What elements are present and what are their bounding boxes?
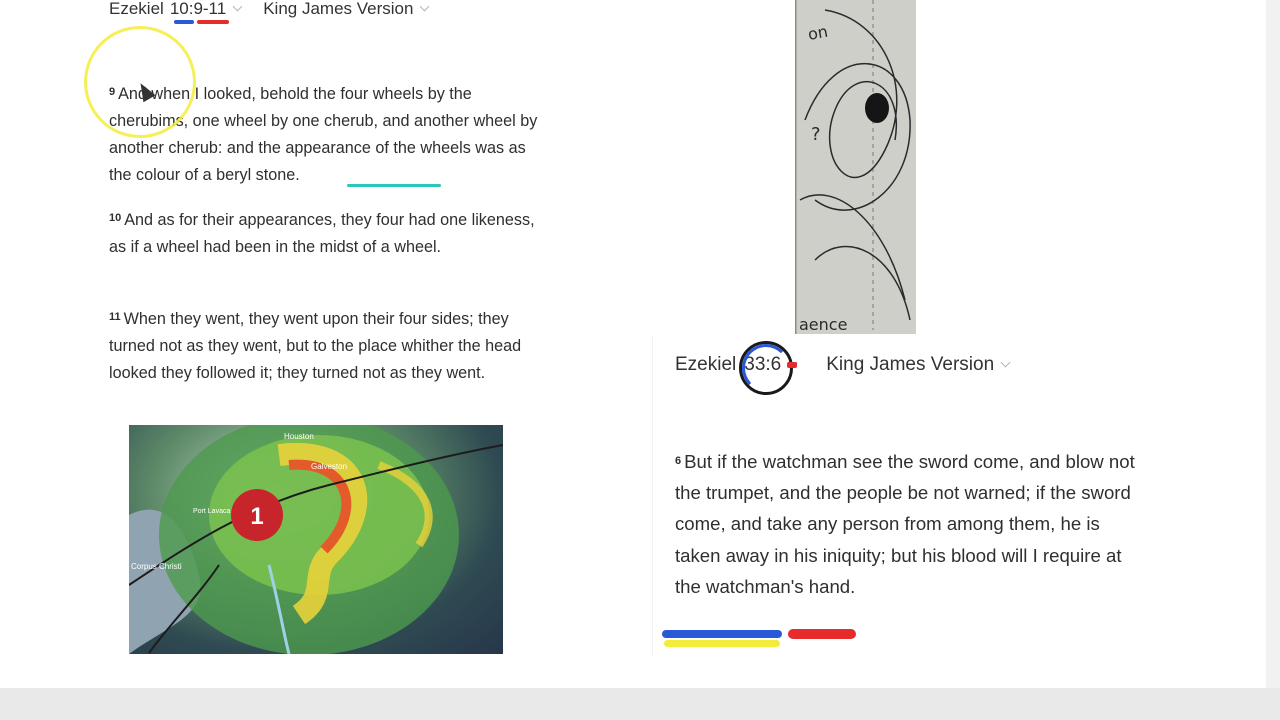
version-dropdown[interactable] bbox=[263, 0, 428, 19]
sketch-label: aence bbox=[799, 315, 848, 334]
reference-label: 10:9-11 bbox=[169, 0, 227, 18]
verse-number: 11 bbox=[109, 311, 121, 323]
map-label: Houston bbox=[284, 432, 314, 441]
underline-red bbox=[197, 20, 229, 24]
underline-red bbox=[788, 629, 856, 639]
verse-number: 10 bbox=[109, 212, 122, 224]
underline-teal bbox=[347, 184, 441, 187]
verse-11 bbox=[109, 304, 539, 387]
storm-category: 1 bbox=[250, 503, 264, 530]
book-name: Ezekiel bbox=[109, 0, 164, 18]
verse-number: 9 bbox=[109, 86, 116, 98]
verse-10 bbox=[109, 205, 539, 261]
passage-header bbox=[675, 354, 1009, 376]
verse-text: And as for their appearances, they four had one likeness, as if a wheel had been in the midst of a wheel. bbox=[109, 211, 535, 256]
verse-panel-ezekiel-33 bbox=[652, 336, 1153, 656]
verse-6 bbox=[675, 446, 1135, 602]
map-label: Galveston bbox=[311, 462, 348, 471]
verse-text: But if the watchman see the sword come, and blow not the trumpet, and the people be not warned; if the sword come, and take any person from among them, he is taken away in his iniquity; but his blood will I require at the watchman's hand. bbox=[675, 451, 1135, 597]
chevron-down-icon bbox=[420, 1, 430, 11]
clock-hand-icon bbox=[742, 344, 790, 392]
verse-number: 6 bbox=[675, 455, 682, 467]
hand-drawing-image bbox=[795, 0, 916, 334]
hurricane-radar-image bbox=[129, 425, 503, 654]
scrollbar-track bbox=[1266, 0, 1280, 688]
underline-blue bbox=[174, 20, 194, 24]
book-name: Ezekiel bbox=[675, 354, 737, 375]
reference-label: 33:6 bbox=[744, 354, 782, 375]
chevron-down-icon bbox=[233, 1, 243, 11]
passage-header bbox=[109, 0, 428, 19]
sketch-label: on bbox=[806, 21, 830, 44]
sketch-label: ? bbox=[811, 124, 821, 145]
verse-text: And when I looked, behold the four wheels by the cherubims, one wheel by one cherub, and another wheel by another cherub: and the appearance of the wheels was as the colour of a beryl stone. bbox=[109, 85, 538, 184]
verse-text: When they went, they went upon their four sides; they turned not as they went, but to the place whither the head looked they followed it; they turned not as they went. bbox=[109, 310, 522, 382]
version-label: King James Version bbox=[263, 0, 414, 18]
underline-yellow bbox=[664, 640, 780, 647]
red-mark bbox=[787, 362, 797, 368]
map-label: Port Lavaca bbox=[193, 508, 231, 515]
underline-blue bbox=[662, 630, 782, 638]
chevron-down-icon bbox=[1001, 357, 1011, 367]
bottom-bar bbox=[0, 688, 1280, 720]
map-label: Corpus Christi bbox=[131, 562, 182, 571]
version-label: King James Version bbox=[826, 354, 995, 375]
reference-dropdown[interactable] bbox=[170, 0, 241, 19]
version-dropdown[interactable] bbox=[826, 354, 1009, 376]
